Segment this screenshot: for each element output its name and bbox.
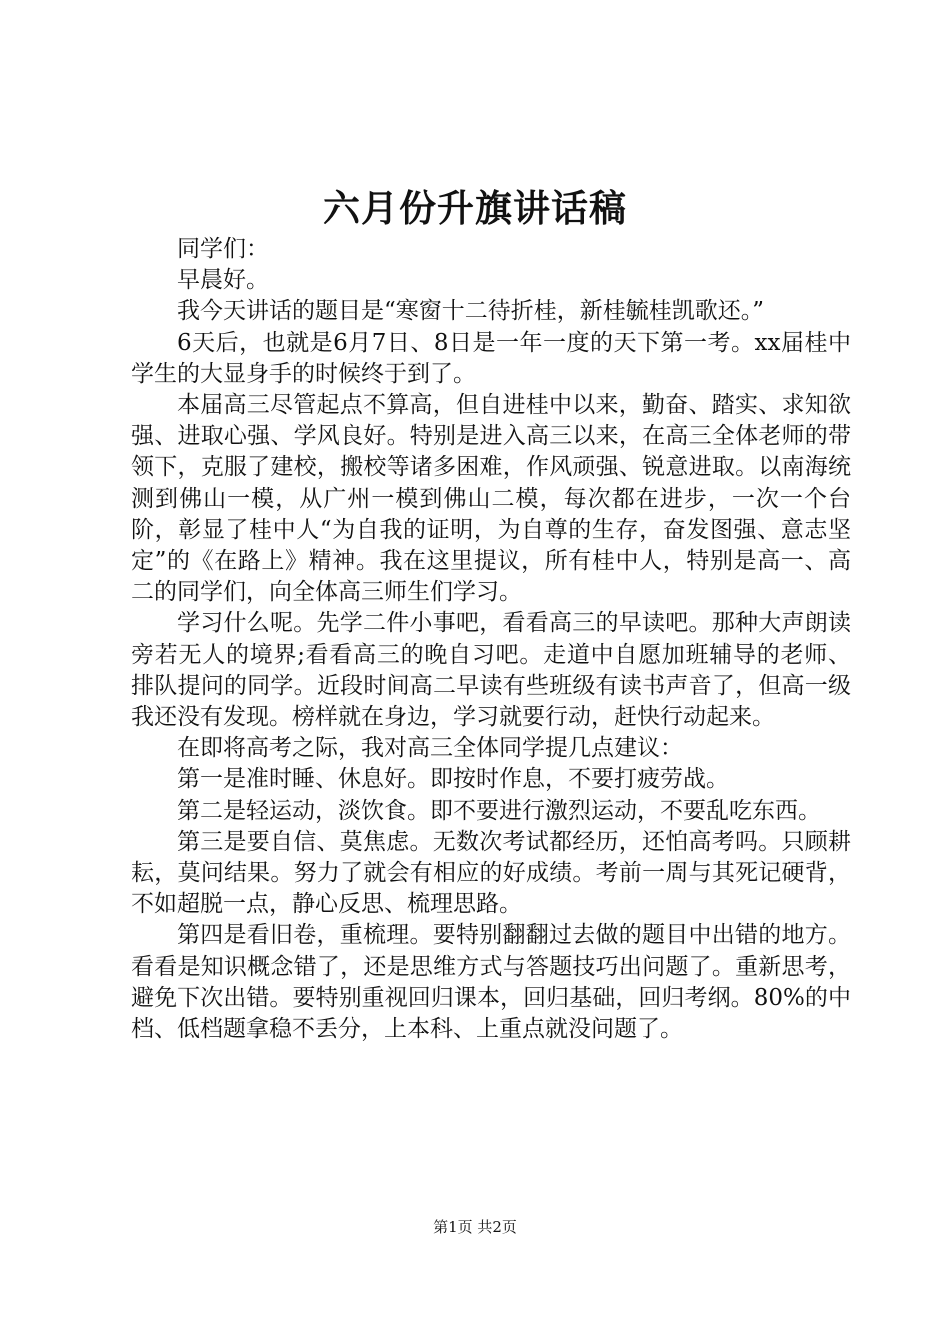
document-body [131,234,851,1045]
paragraph-senior-class: 本届高三尽管起点不算高，但自进桂中以来，勤奋、踏实、求知欲强、进取心强、学风良好。特别是进入高三以来，在高三全体老师的带领下，克服了建校，搬校等诸多困难，作风顽强、锐意进取。以南海统测到佛山一模，从广州一模到佛山二模，每次都在进步，一次一个台阶，彰显了桂中人“为自我的证明，为自尊的生存，奋发图强、意志坚定”的《在路上》精神。我在这里提议，所有桂中人，特别是高一、高二的同学们，向全体高三师生们学习。 [131,392,851,606]
paragraph-topic: 我今天讲话的题目是“寒窗十二待折桂，新桂毓桂凯歌还。” [177,298,765,325]
paragraph-suggestion-1: 第一是准时睡、休息好。即按时作息，不要打疲劳战。 [177,766,729,793]
page-number-footer: 第1页 共2页 [433,1218,517,1236]
paragraph-suggestion-2: 第二是轻运动，淡饮食。即不要进行激烈运动，不要乱吃东西。 [177,797,821,824]
paragraph-suggestion-4: 第四是看旧卷，重梳理。要特别翻翻过去做的题目中出错的地方。看看是知识概念错了，还是思维方式与答题技巧出问题了。重新思考，避免下次出错。要特别重视回归课本，回归基础，回归考纲。80%的中档、低档题拿稳不丢分，上本科、上重点就没问题了。 [131,922,851,1043]
paragraph-suggestion-3: 第三是要自信、莫焦虑。无数次考试都经历，还怕高考吗。只顾耕耘，莫问结果。努力了就会有相应的好成绩。考前一周与其死记硬背，不如超脱一点，静心反思、梳理思路。 [131,828,851,918]
paragraph-greeting: 同学们： [177,236,269,262]
paragraph-exam-date: 6天后，也就是6月7日、8日是一年一度的天下第一考。xx届桂中学生的大显身手的时候终于到了。 [131,329,851,387]
paragraph-what-to-learn: 学习什么呢。先学二件小事吧，看看高三的早读吧。那种大声朗读旁若无人的境界;看看高三的晚自习吧。走道中自愿加班辅导的老师、排队提问的同学。近段时间高二早读有些班级有读书声音了，但高一级我还没有发现。榜样就在身边，学习就要行动，赶快行动起来。 [131,610,851,731]
paragraph-good-morning: 早晨好。 [177,267,269,294]
document-title: 六月份升旗讲话稿 [323,186,627,230]
paragraph-suggestions-intro: 在即将高考之际，我对高三全体同学提几点建议： [177,735,683,762]
